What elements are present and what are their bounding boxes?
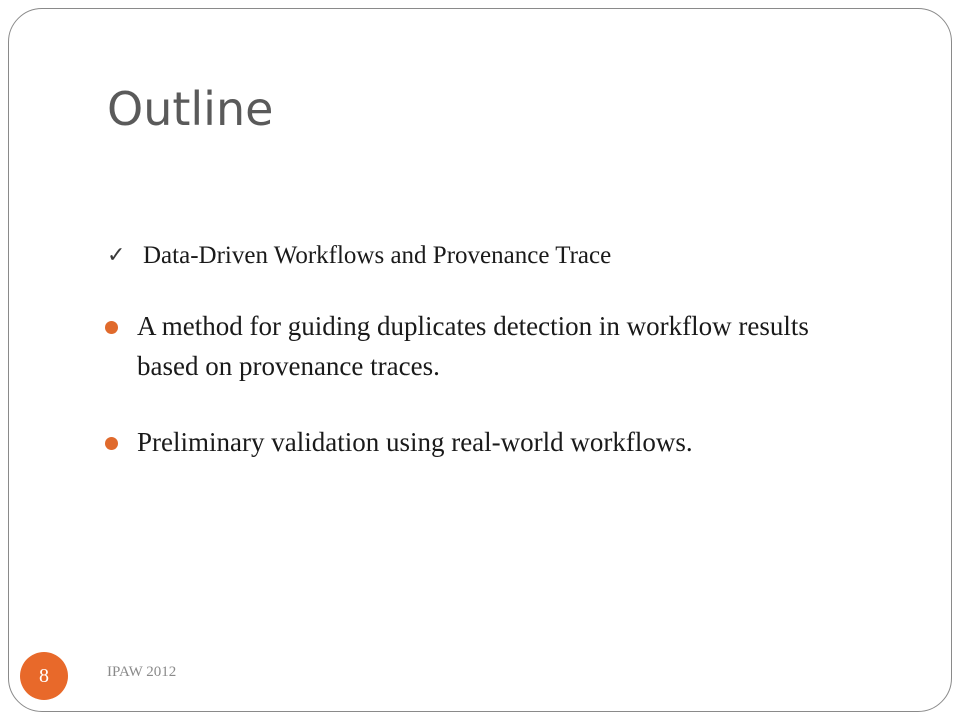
bullet-text: Data-Driven Workflows and Provenance Trace <box>143 242 612 269</box>
bullet-text: Preliminary validation using real-world workflows. <box>137 427 693 457</box>
slide-title: Outline <box>107 82 274 136</box>
bullet-text: A method for guiding duplicates detection in workflow results based on provenance traces. <box>137 311 809 381</box>
bullet-dot-icon <box>105 321 118 334</box>
bullet-list <box>105 236 865 498</box>
bullet-item <box>105 422 865 462</box>
bullet-item <box>105 236 865 276</box>
check-icon: ✓ <box>107 243 126 268</box>
footer-text: IPAW 2012 <box>107 664 177 680</box>
bullet-item <box>105 306 865 386</box>
slide-number-badge: 8 <box>20 652 68 700</box>
bullet-dot-icon <box>105 437 118 450</box>
